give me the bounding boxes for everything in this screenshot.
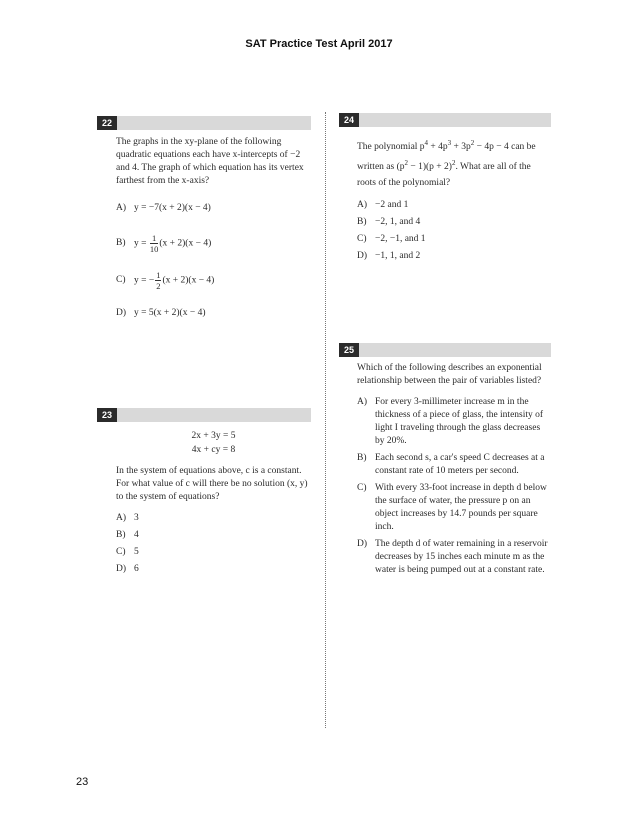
- choice-text: −1, 1, and 2: [375, 251, 421, 262]
- choice-23-b[interactable]: [116, 529, 311, 542]
- choice-letter: C): [116, 275, 126, 285]
- choice-25-d[interactable]: [357, 538, 552, 577]
- choice-25-b[interactable]: [357, 452, 552, 478]
- question-22-bar: [97, 116, 311, 130]
- expr-prefix: y = −: [134, 275, 155, 286]
- column-divider: [325, 112, 326, 728]
- fraction-denominator: 2: [156, 281, 161, 291]
- choice-letter: A): [357, 397, 368, 407]
- choice-23-d[interactable]: [116, 563, 311, 576]
- question-number-23: 23: [97, 408, 117, 422]
- fraction-numerator: 1: [156, 270, 161, 280]
- choice-letter: B): [116, 238, 126, 248]
- choice-text: With every 33-foot increase in depth d below the surface of water, the pressure p on an object increases by 14.7 pounds per square inch.: [375, 483, 547, 532]
- page-header: SAT Practice Test April 2017: [245, 38, 393, 50]
- choice-24-c[interactable]: [357, 233, 552, 246]
- exponent: 3: [447, 139, 452, 147]
- question-22: [116, 136, 311, 324]
- expr-prefix: y =: [134, 238, 149, 249]
- choice-letter: C): [357, 234, 367, 245]
- choice-text: 6: [134, 564, 139, 574]
- stem-part: The polynomial p: [357, 142, 425, 153]
- page-number: 23: [76, 776, 89, 788]
- exponent: 2: [451, 159, 456, 168]
- choice-letter: D): [357, 251, 368, 262]
- question-22-stem: The graphs in the xy-plane of the following quadratic equations each have x-intercepts of −2 and 4. The graph of which equation has its vertex farthest from the x-axis?: [116, 137, 304, 186]
- choice-text: The depth d of water remaining in a reservoir decreases by 15 inches each minute m as the water is being pumped out at a constant rate.: [375, 539, 548, 575]
- choice-24-d[interactable]: [357, 250, 552, 263]
- choice-22-a[interactable]: [116, 202, 311, 215]
- choice-text: y = 5(x + 2)(x − 4): [134, 308, 206, 318]
- choice-text: −2 and 1: [375, 200, 409, 211]
- choice-letter: B): [357, 217, 367, 228]
- equation-2: 4x + cy = 8: [191, 445, 236, 455]
- choice-22-b[interactable]: [116, 233, 311, 254]
- choice-expression: [134, 233, 311, 254]
- choice-text: y = −7(x + 2)(x − 4): [134, 203, 211, 213]
- expr-suffix: (x + 2)(x − 4): [159, 238, 212, 249]
- stem-part: − 4p − 4 can be written as (p: [357, 142, 536, 173]
- choice-text: Each second s, a car's speed C decreases at a constant rate of 10 meters per second.: [375, 453, 545, 476]
- stem-part: + 4p: [428, 142, 448, 153]
- question-25-stem: Which of the following describes an exponential relationship between the pair of variables listed?: [357, 363, 542, 386]
- question-24-stem: [357, 135, 552, 191]
- choice-22-d[interactable]: [116, 307, 311, 320]
- choice-25-a[interactable]: [357, 396, 552, 448]
- choice-23-a[interactable]: [116, 512, 311, 525]
- choice-letter: D): [116, 564, 127, 574]
- question-number-25: 25: [339, 343, 359, 357]
- fraction: [155, 270, 161, 291]
- question-25: [357, 362, 552, 581]
- question-24: [357, 135, 552, 267]
- expr-suffix: (x + 2)(x − 4): [162, 275, 215, 286]
- stem-part: . What are all of the roots of the polynomial?: [357, 162, 531, 189]
- choice-24-b[interactable]: [357, 216, 552, 229]
- exponent: 2: [404, 159, 408, 168]
- equation-system: [116, 429, 311, 457]
- fraction: [150, 233, 159, 254]
- question-23-bar: [97, 408, 311, 422]
- question-23-stem: In the system of equations above, c is a constant. For what value of c will there be no solution (x, y) to the system of equations?: [116, 466, 308, 502]
- equation-1: 2x + 3y = 5: [191, 431, 236, 441]
- choice-25-c[interactable]: [357, 482, 552, 534]
- question-number-24: 24: [339, 113, 359, 127]
- choice-text: 3: [134, 513, 139, 523]
- choice-letter: A): [357, 200, 368, 211]
- choice-letter: D): [357, 539, 368, 549]
- choice-22-c[interactable]: [116, 270, 311, 291]
- fraction-denominator: 10: [149, 244, 159, 254]
- choice-text: For every 3-millimeter increase m in the thickness of a piece of glass, the intensity of light I traveling through the glass decreases by 20%.: [375, 397, 544, 446]
- choice-expression: [134, 270, 311, 291]
- question-25-bar: [339, 343, 551, 357]
- choice-text: 5: [134, 547, 139, 557]
- fraction-numerator: 1: [150, 233, 159, 244]
- choice-23-c[interactable]: [116, 546, 311, 559]
- choice-letter: B): [357, 453, 367, 463]
- choice-letter: D): [116, 308, 127, 318]
- choice-letter: C): [357, 483, 367, 493]
- choice-letter: C): [116, 547, 126, 557]
- choice-letter: A): [116, 513, 127, 523]
- exponent: 4: [424, 139, 429, 147]
- choice-24-a[interactable]: [357, 199, 552, 212]
- choice-text: −2, −1, and 1: [375, 234, 426, 245]
- stem-part: − 1)(p + 2): [408, 162, 452, 173]
- choice-text: 4: [134, 530, 139, 540]
- exponent: 2: [470, 139, 475, 147]
- choice-text: −2, 1, and 4: [375, 217, 421, 228]
- choice-letter: A): [116, 203, 127, 213]
- question-23: [116, 429, 311, 580]
- choice-letter: B): [116, 530, 126, 540]
- question-number-22: 22: [97, 116, 117, 130]
- stem-part: + 3p: [451, 142, 471, 153]
- question-24-bar: [339, 113, 551, 127]
